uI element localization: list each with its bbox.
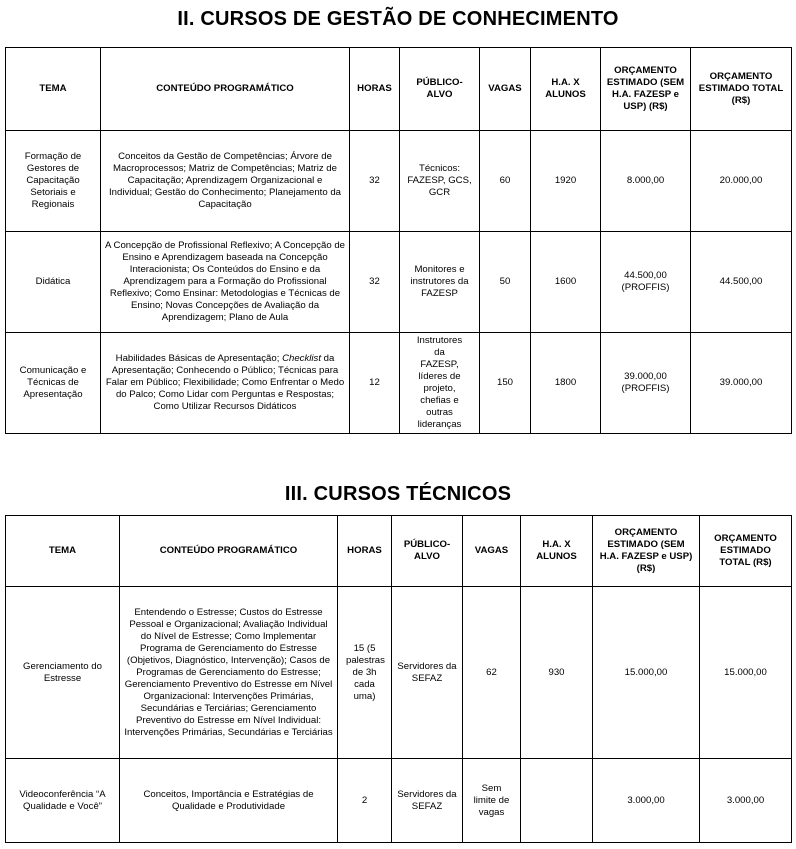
cell-publico: Servidores da SEFAZ [392,587,463,759]
cell-vagas: 150 [480,333,531,434]
cell-tema: Comunicação e Técnicas de Apresentação [6,333,101,434]
table-row [6,333,792,434]
cell-conteudo: A Concepção de Profissional Reflexivo; A Concepção de Ensino e Aprendizagem baseada na Concepção Interacionista; Os Conteúdos do Ensino e da Aprendizagem para a Formação do Profissional Reflexivo; Como Ensinar: Metodologias e Técnicas de Ensino; Novas Concepções de Avaliação da Aprendizagem; Plano de Aula [101,232,350,333]
cell-ha: 1600 [531,232,601,333]
cell-tema: Formação de Gestores de Capacitação Setoriais e Regionais [6,131,101,232]
header-publico: PÚBLICO-ALVO [392,516,463,587]
cell-ha: 1920 [531,131,601,232]
cell-tema: Videoconferência “A Qualidade e Você” [6,759,120,843]
header-conteudo: CONTEÚDO PROGRAMÁTICO [101,48,350,131]
cell-ha [521,759,593,843]
header-tema: TEMA [6,516,120,587]
cell-conteudo: Conceitos da Gestão de Competências; Árvore de Macroprocessos; Matriz de Competências; Matriz de Capacitação; Aprendizagem Organizacional e Individual; Gestão do Conhecimento; Planejamento da Capacitação [101,131,350,232]
cell-vagas: 60 [480,131,531,232]
cell-horas: 2 [338,759,392,843]
cell-horas: 32 [350,131,400,232]
table-header-row [6,516,792,587]
cell-conteudo: Entendendo o Estresse; Custos do Estresse Pessoal e Organizacional; Avaliação Individual do Nível de Estresse; Como Implementar Programa de Gerenciamento do Estresse (Objetivos, Diagnóstico, Intervenção); Casos de Programas de Gerenciamento do Estresse; Gerenciamento Preventivo do Estresse em Nível Organizacional: Intervenções Primárias, Secundárias e Terciárias; Gerenciamento Preventivo do Estresse em Nível Individual: Intervenções Primárias, Secundárias e Terciárias [120,587,338,759]
cell-conteudo [101,333,350,434]
section-title-cursos-tecnicos: III. CURSOS TÉCNICOS [284,483,512,505]
table-cursos-tecnicos [5,515,792,843]
header-tema: TEMA [6,48,101,131]
header-conteudo: CONTEÚDO PROGRAMÁTICO [120,516,338,587]
cell-ha: 1800 [531,333,601,434]
cell-conteudo-part-b: da Apresentação; Conhecendo o Público; Técnicas para Falar em Público; Flexibilidade; Como Enfrentar o Medo do Palco; Como Lidar com Perguntas e Respostas; Como Utilizar Recursos Didáticos [105,353,345,412]
cell-horas: 32 [350,232,400,333]
cell-orcamento-total: 44.500,00 [691,232,792,333]
cell-publico: Monitores e instrutores da FAZESP [400,232,480,333]
table-cursos-gestao [5,47,792,434]
cell-vagas: 50 [480,232,531,333]
header-vagas: VAGAS [463,516,521,587]
cell-orcamento-sem: 3.000,00 [593,759,700,843]
cell-orcamento-sem: 44.500,00 (PROFFIS) [601,232,691,333]
cell-publico: Servidores da SEFAZ [392,759,463,843]
cell-horas: 15 (5 palestras de 3h cada uma) [338,587,392,759]
cell-publico: Instrutores da FAZESP, líderes de projeto, chefias e outras lideranças [400,333,480,434]
cell-conteudo-checklist: Checklist [282,353,321,364]
table-header-row [6,48,792,131]
header-orcamento-total: ORÇAMENTO ESTIMADO TOTAL (R$) [691,48,792,131]
cell-tema: Didática [6,232,101,333]
cell-conteudo-part-a: Habilidades Básicas de Apresentação; [115,353,283,364]
cell-orcamento-total: 39.000,00 [691,333,792,434]
cell-horas: 12 [350,333,400,434]
cell-orcamento-total: 20.000,00 [691,131,792,232]
cell-orcamento-sem: 8.000,00 [601,131,691,232]
header-vagas: VAGAS [480,48,531,131]
header-orcamento-total: ORÇAMENTO ESTIMADO TOTAL (R$) [700,516,792,587]
header-horas: HORAS [338,516,392,587]
section-title-gestao-conhecimento: II. CURSOS DE GESTÃO DE CONHECIMENTO [177,8,619,30]
table-row [6,131,792,232]
header-orcamento-sem: ORÇAMENTO ESTIMADO (SEM H.A. FAZESP e USP) (R$) [593,516,700,587]
cell-vagas: Sem limite de vagas [463,759,521,843]
table-row [6,587,792,759]
cell-orcamento-sem: 15.000,00 [593,587,700,759]
header-ha: H.A. X ALUNOS [531,48,601,131]
cell-orcamento-total: 3.000,00 [700,759,792,843]
header-horas: HORAS [350,48,400,131]
cell-ha: 930 [521,587,593,759]
cell-vagas: 62 [463,587,521,759]
cell-conteudo: Conceitos, Importância e Estratégias de Qualidade e Produtividade [120,759,338,843]
cell-publico: Técnicos: FAZESP, GCS, GCR [400,131,480,232]
cell-tema: Gerenciamento do Estresse [6,587,120,759]
cell-orcamento-total: 15.000,00 [700,587,792,759]
table-row [6,232,792,333]
header-orcamento-sem: ORÇAMENTO ESTIMADO (SEM H.A. FAZESP e USP) (R$) [601,48,691,131]
cell-orcamento-sem: 39.000,00 (PROFFIS) [601,333,691,434]
header-ha: H.A. X ALUNOS [521,516,593,587]
table-row [6,759,792,843]
header-publico: PÚBLICO-ALVO [400,48,480,131]
